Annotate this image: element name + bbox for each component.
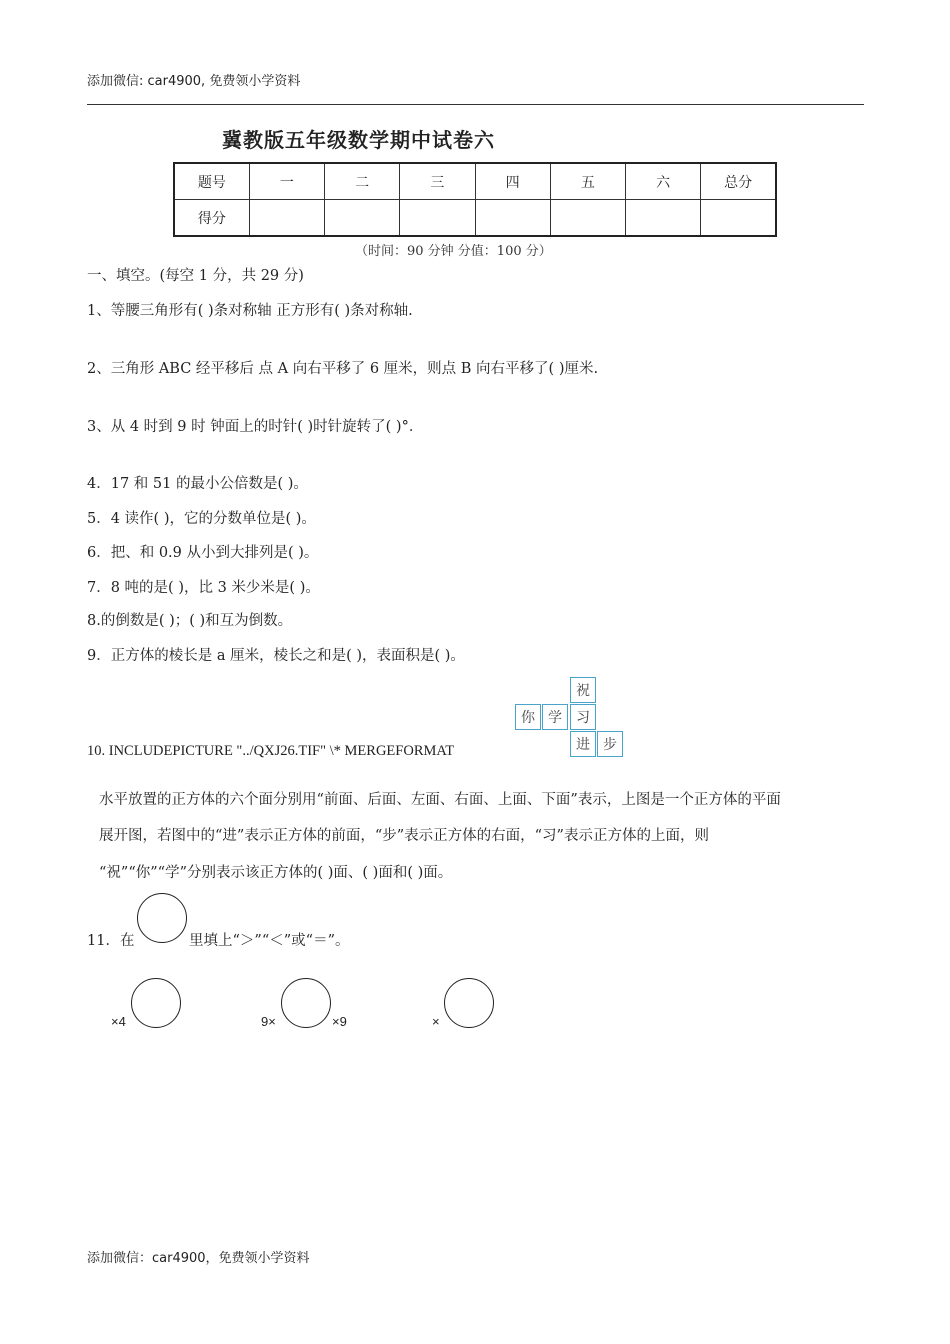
question-3: 3、从 4 时到 9 时 钟面上的时针( )时针旋转了( )°． — [87, 419, 424, 435]
score-row-label: 得分 — [174, 200, 249, 237]
question-1: 1、等腰三角形有( )条对称轴 正方形有( )条对称轴. — [87, 303, 413, 319]
question-9: 9．正方体的棱长是 a 厘米，棱长之和是( )，表面积是( )。 — [87, 648, 465, 664]
section-heading: 一、填空。(每空 1 分，共 29 分) — [87, 268, 304, 284]
score-cell: 六 — [626, 163, 701, 200]
score-blank-cell[interactable] — [249, 200, 324, 237]
question-8: 8.的倒数是( )；( )和互为倒数。 — [87, 613, 293, 629]
score-cell: 一 — [249, 163, 324, 200]
page-title: 冀教版五年级数学期中试卷六 — [222, 128, 495, 152]
page-footer: 添加微信：car4900，免费领小学资料 — [87, 1251, 310, 1266]
score-blank-cell[interactable] — [550, 200, 625, 237]
circle-icon — [137, 893, 187, 943]
compare-2-answer-circle[interactable] — [281, 978, 331, 1028]
score-table-header-row — [174, 163, 776, 200]
header-rule — [87, 104, 864, 105]
score-cell: 题号 — [174, 163, 249, 200]
score-blank-cell[interactable] — [400, 200, 475, 237]
score-cell: 五 — [550, 163, 625, 200]
cube-face-ni: 你 — [515, 704, 541, 730]
question-4: 4．17 和 51 的最小公倍数是( )。 — [87, 476, 308, 492]
question-7: 7．8 吨的是( )，比 3 米少米是( )。 — [87, 580, 320, 596]
score-blank-cell[interactable] — [475, 200, 550, 237]
cube-face-xue: 学 — [542, 704, 568, 730]
score-blank-cell[interactable] — [701, 200, 776, 237]
compare-2-right-text: ×9 — [332, 1014, 347, 1029]
question-10-text-line-3: “祝”“你”“学”分别表示该正方体的( )面、( )面和( )面。 — [99, 865, 453, 881]
question-6: 6．把、和 0.9 从小到大排列是( )。 — [87, 545, 319, 561]
cube-face-zhu: 祝 — [570, 677, 596, 703]
score-cell: 二 — [325, 163, 400, 200]
score-table — [173, 162, 777, 237]
compare-1-text: ×4 — [111, 1014, 126, 1029]
score-blank-cell[interactable] — [325, 200, 400, 237]
cube-face-bu: 步 — [597, 731, 623, 757]
score-cell: 三 — [400, 163, 475, 200]
cube-face-xi: 习 — [570, 704, 596, 730]
question-10-text-line-2: 展开图，若图中的“进”表示正方体的前面，“步”表示正方体的右面，“习”表示正方体的上面，则 — [99, 828, 709, 844]
compare-1-answer-circle[interactable] — [131, 978, 181, 1028]
question-11-suffix: 里填上“＞”“＜”或“＝”。 — [189, 933, 350, 949]
score-blank-cell[interactable] — [626, 200, 701, 237]
question-11-prefix: 11．在 — [87, 933, 135, 949]
question-2: 2、三角形 ABC 经平移后 点 A 向右平移了 6 厘米，则点 B 向右平移了( )厘米. — [87, 361, 599, 377]
cube-face-jin: 进 — [570, 731, 596, 757]
compare-2-left-text: 9× — [261, 1014, 276, 1029]
question-10: 10. INCLUDEPICTURE "../QXJ26.TIF" \* MERGEFORMAT — [87, 743, 455, 759]
page-header: 添加微信: car4900, 免费领小学资料 — [87, 74, 301, 89]
question-5: 5．4 读作( )，它的分数单位是( )。 — [87, 511, 316, 527]
score-cell: 四 — [475, 163, 550, 200]
compare-3-answer-circle[interactable] — [444, 978, 494, 1028]
question-10-text-line-1: 水平放置的正方体的六个面分别用“前面、后面、左面、右面、上面、下面”表示，上图是一个正方体的平面 — [99, 792, 781, 808]
score-cell: 总分 — [701, 163, 776, 200]
score-table-score-row — [174, 200, 776, 237]
exam-note: （时间：90 分钟 分值：100 分） — [355, 244, 552, 259]
compare-3-text: × — [432, 1014, 440, 1029]
